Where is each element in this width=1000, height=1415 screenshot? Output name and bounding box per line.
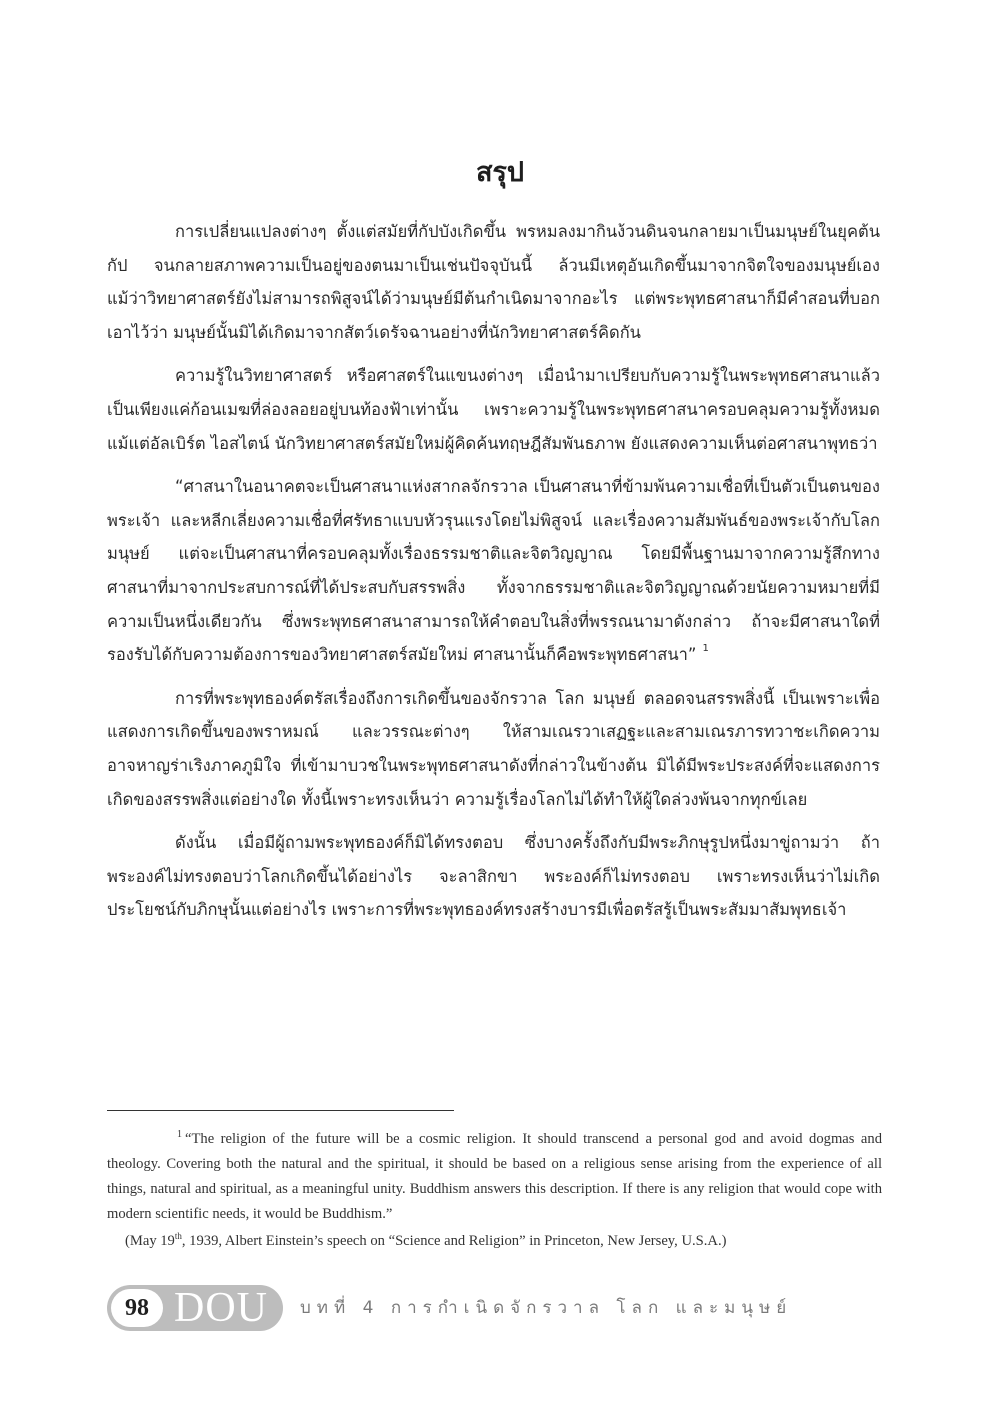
paragraph-2: ความรู้ในวิทยาศาสตร์ หรือศาสตร์ในแขนงต่างๆ เมื่อนำมาเปรียบกับความรู้ในพระพุทธศาสนาแล้ว เป็นเพียงแค่ก้อนเมฆที่ล่องลอยอยู่บนท้องฟ้าเท่านั้น เพราะความรู้ในพระพุทธศาสนาครอบคลุมความรู้ทั้งหมด แม้แต่อัลเบิร์ต ไอสไตน์ นักวิทยาศาสตร์สมัยใหม่ผู้คิดค้นทฤษฎีสัมพันธภาพ ยังแสดงความเห็นต่อศาสนาพุทธว่า: [107, 366, 880, 453]
footnote-number: 1: [177, 1129, 182, 1140]
paragraph-5: ดังนั้น เมื่อมีผู้ถามพระพุทธองค์ก็มิได้ทรงตอบ ซึ่งบางครั้งถึงกับมีพระภิกษุรูปหนึ่งมาขู่ถามว่า ถ้าพระองค์ไม่ทรงตอบว่าโลกเกิดขึ้นได้อย่างไร จะลาสิกขา พระองค์ก็ไม่ทรงตอบ เพราะทรงเห็นว่าไม่เกิดประโยชน์กับภิกษุนั้นแต่อย่างไร เพราะการที่พระพุทธองค์ทรงสร้างบารมีเพื่อตรัสรู้เป็นพระสัมมาสัมพุทธเจ้า: [107, 833, 880, 920]
chapter-label: บทที่ 4 การกำเนิดจักรวาล โลก และมนุษย์: [300, 1298, 793, 1318]
footnote-source: [125, 1229, 882, 1254]
footnote-text: [107, 1127, 882, 1227]
footnote-divider: [107, 1110, 454, 1111]
paragraph-4: การที่พระพุทธองค์ตรัสเรื่องถึงการเกิดขึ้นของจักรวาล โลก มนุษย์ ตลอดจนสรรพสิ่งนี้ เป็นเพราะเพื่อแสดงการเกิดขึ้นของพราหมณ์ และวรรณะต่างๆ ให้สามเณรวาเสฏฐะและสามเณรภารทวาชะเกิดความอาจหาญร่าเริงภาคภูมิใจ ที่เข้ามาบวชในพระพุทธศาสนาดังที่กล่าวในข้างต้น มิได้มีพระประสงค์ที่จะแสดงการเกิดของสรรพสิ่งแต่อย่างใด ทั้งนี้เพราะทรงเห็นว่า ความรู้เรื่องโลกไม่ได้ทำให้ผู้ใดล่วงพ้นจากทุกข์เลย: [107, 688, 880, 809]
paragraph-1: การเปลี่ยนแปลงต่างๆ ตั้งแต่สมัยที่กัปบังเกิดขึ้น พรหมลงมากินง้วนดินจนกลายมาเป็นมนุษย์ในยุคต้นกัป จนกลายสภาพความเป็นอยู่ของตนมาเป็นเช่นปัจจุบันนี้ ล้วนมีเหตุอันเกิดขึ้นมาจากจิตใจของมนุษย์เอง แม้ว่าวิทยาศาสตร์ยังไม่สามารถพิสูจน์ได้ว่ามนุษย์มีต้นกำเนิดมาจากอะไร แต่พระพุทธศาสนาก็มีคำสอนที่บอกเอาไว้ว่า มนุษย์นั้นมิได้เกิดมาจากสัตว์เดรัจฉานอย่างที่นักวิทยาศาสตร์คิดกัน: [107, 222, 880, 342]
footnote-source-sup: th: [174, 1231, 182, 1241]
paragraph-3-quote: [107, 470, 880, 672]
footnote-source-part1: (May 19: [125, 1233, 175, 1249]
body-text: [107, 215, 880, 937]
brand-logo: DOU: [174, 1285, 268, 1331]
footnote: [107, 1127, 882, 1254]
quote-text: “ศาสนาในอนาคตจะเป็นศาสนาแห่งสากลจักรวาล เป็นศาสนาที่ข้ามพ้นความเชื่อที่เป็นตัวเป็นตนของพระเจ้า และหลีกเลี่ยงความเชื่อที่ศรัทธาแบบหัวรุนแรงโดยไม่พิสูจน์ และเรื่องความสัมพันธ์ของพระเจ้ากับโลกมนุษย์ แต่จะเป็นศาสนาที่ครอบคลุมทั้งเรื่องธรรมชาติและจิตวิญญาณ โดยมีพื้นฐานมาจากความรู้สึกทางศาสนาที่มาจากประสบการณ์ที่ได้ประสบกับสรรพสิ่ง ทั้งจากธรรมชาติและจิตวิญญาณด้วยนัยความหมายที่มีความเป็นหนึ่งเดียวกัน ซึ่งพระพุทธศาสนาสามารถให้คำตอบในสิ่งที่พรรณนามาดังกล่าว ถ้าจะมีศาสนาใดที่รองรับได้กับความต้องการของวิทยาศาสตร์สมัยใหม่ ศาสนานั้นก็คือพระพุทธศาสนา”: [107, 477, 880, 665]
footnote-quote: “The religion of the future will be a cosmic religion. It should transcend a personal god and avoid dogmas and theology. Covering both the natural and the spiritual, it should be based on a religious sense arising from the experience of all things, natural and spiritual, as a meaningful unity. Buddhism answers this description. If there is any religion that would cope with modern scientific needs, it would be Buddhism.”: [107, 1131, 882, 1222]
page-title: สรุป: [475, 157, 525, 188]
page-number: 98: [111, 1289, 163, 1327]
footnote-source-part2: , 1939, Albert Einstein’s speech on “Science and Religion” in Princeton, New Jersey, U.S.A.): [181, 1233, 727, 1249]
footnote-marker[interactable]: 1: [702, 643, 709, 655]
